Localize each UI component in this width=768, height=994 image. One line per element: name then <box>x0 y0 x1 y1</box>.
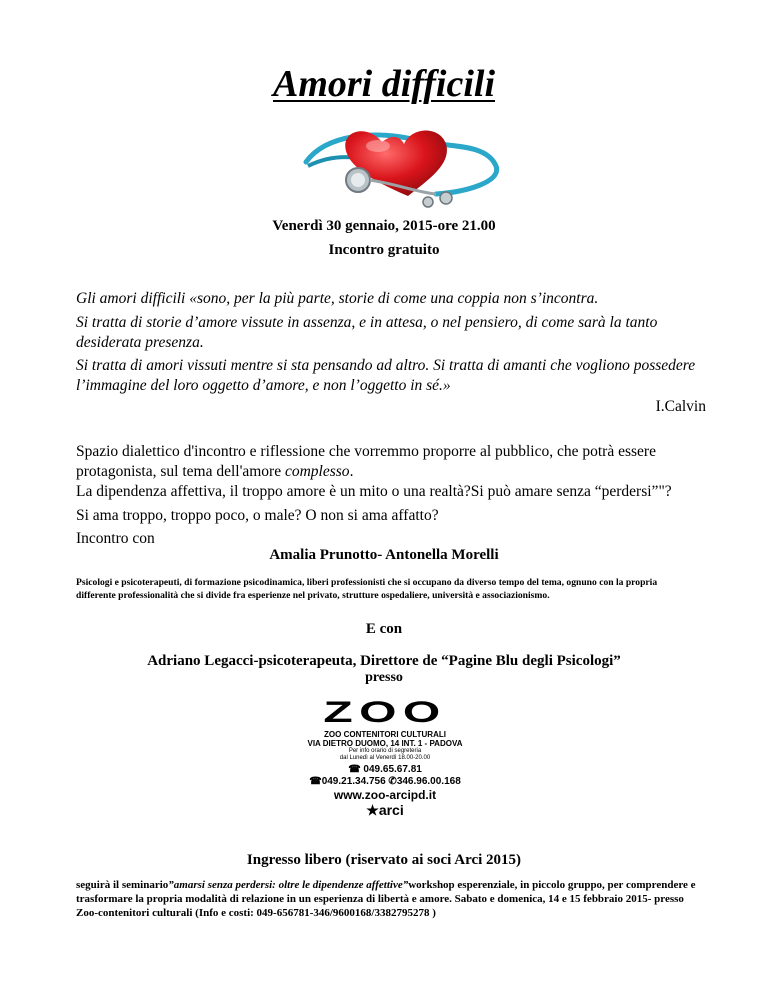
body-para1-em: complesso <box>284 463 350 480</box>
quote-line1 <box>76 289 706 309</box>
admission: Ingresso libero (riservato ai soci Arci 2015) <box>246 852 522 868</box>
body-para3: Si ama troppo, troppo poco, o male? O non si ama affatto? <box>76 507 439 524</box>
zoo-phone3-text: 346.96.00.168 <box>396 776 461 787</box>
zoo-phone2-text: 049.21.34.756 <box>321 776 386 787</box>
body-para1-text: Spazio dialettico d'incontro e riflessione che vorremmo proporre al pubblico, che potrà essere protagonista, sul tema dell'amore <box>76 443 656 480</box>
zoo-phone2 <box>300 776 470 788</box>
footer-start: seguirà il seminario <box>76 879 169 891</box>
quote-lead: Gli amori difficili <box>76 290 190 307</box>
e-con: E con <box>365 621 403 637</box>
event-date: Venerdì 30 gennaio, 2015-ore 21.00 <box>272 218 496 234</box>
guest-speaker: Adriano Legacci-psicoterapeuta, Direttore de “Pagine Blu degli Psicologi” <box>147 653 621 669</box>
footer-rest: workshop esperenziale, in piccolo gruppo, per comprendere e trasformare la propria modalità di relazione in un esperienza di libertà e amore. Sabato e domenica, 14 e 15 febbraio 2015- presso Zoo-contenitori culturali (Info e costi: 049-656781-346/9600168/3382795278 ) <box>76 879 696 919</box>
body-para1 <box>76 442 706 482</box>
footer-seminar <box>76 878 696 920</box>
quote-author: I.Calvin <box>655 398 706 415</box>
quote-para2: Si tratta di storie d’amore vissute in assenza, e in attesa, o nel pensiero, di come sarà la tanto desiderata presenza. <box>76 314 658 351</box>
heart-icon <box>296 122 504 212</box>
zoo-phone1 <box>300 764 470 776</box>
zoo-line2: VIA DIETRO DUOMO, 14 INT. 1 - PADOVA <box>307 739 463 748</box>
speakers-names: Amalia Prunotto- Antonella Morelli <box>269 547 499 563</box>
event-free: Incontro gratuito <box>328 242 440 258</box>
quote-rest: «sono, per la più parte, storie di come una coppia non s’incontra. <box>189 290 599 307</box>
quote-para3: Si tratta di amori vissuti mentre si sta pensando ad altro. Si tratta di amanti che vogliono possedere l’immagine del loro oggetto d’amore, e non l’oggetto in sé.» <box>76 357 696 394</box>
footer-em: ”amarsi senza perdersi: oltre le dipendenze affettive” <box>168 879 409 891</box>
body-para2: La dipendenza affettiva, il troppo amore è un mito o una realtà?Si può amare senza “perdersi”"? <box>76 483 672 500</box>
mobile-icon: ✆ <box>388 776 397 787</box>
zoo-line3: Per info orario di segreteria <box>348 748 422 754</box>
zoo-phone1-text: 049.65.67.81 <box>363 764 422 775</box>
presso: presso <box>365 670 403 685</box>
zoo-web: www.zoo-arcipd.it <box>333 788 437 802</box>
arci-text: arci <box>378 802 404 818</box>
zoo-wordmark: ZOO <box>323 696 447 729</box>
star-icon: ★ <box>366 802 379 818</box>
fax-icon: ☎ <box>309 776 322 787</box>
phone-icon: ☎ <box>348 764 364 775</box>
body-para4: Incontro con <box>76 530 155 547</box>
zoo-logo <box>300 696 470 832</box>
page-title: Amori difficili <box>272 63 496 105</box>
body-para1-end: . <box>349 463 354 480</box>
zoo-line4: dal Lunedì al Venerdì 18.00-20.00 <box>339 755 431 761</box>
arci-logo <box>300 802 470 818</box>
heart-stethoscope-image <box>296 122 504 212</box>
zoo-line1: ZOO CONTENITORI CULTURALI <box>324 730 446 739</box>
speakers-bio: Psicologi e psicoterapeuti, di formazione psicodinamica, liberi professionisti che si occupano da diverso tempo del tema, ognuno con la propria differente professionalità che si divide fra esperienze nel privato, strutture ospedaliere, università e associazionismo. <box>76 577 658 601</box>
